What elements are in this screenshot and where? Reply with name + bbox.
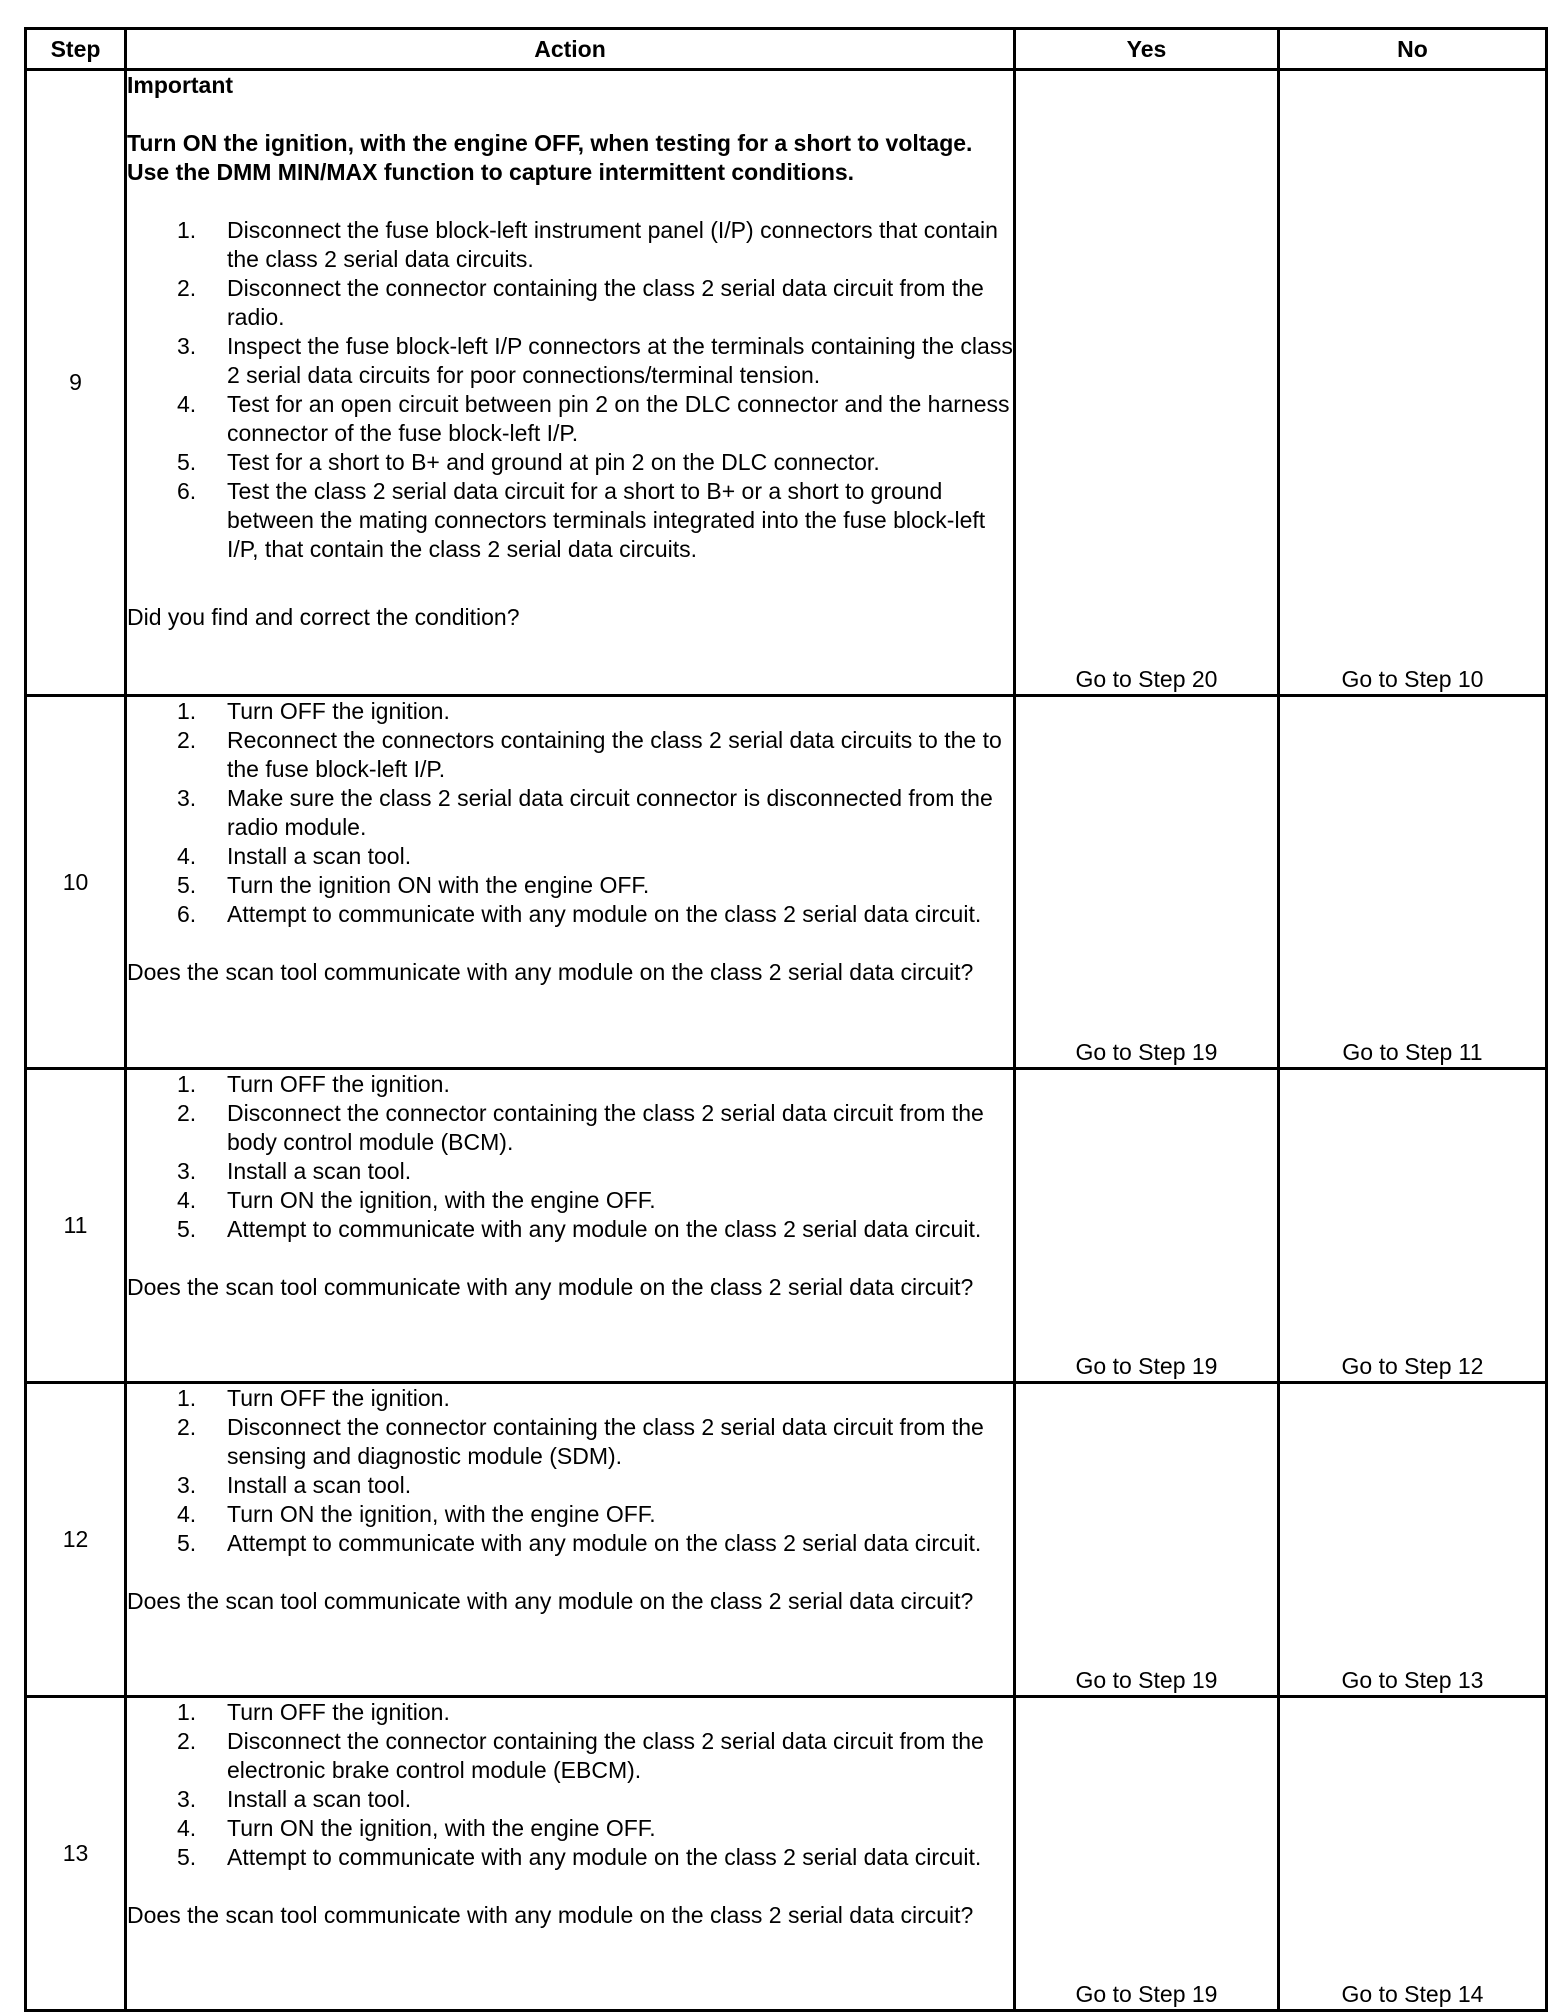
list-item: [127, 697, 1013, 726]
list-item-number: 1.: [177, 217, 197, 243]
list-item: [127, 1157, 1013, 1186]
list-item-text: Test for a short to B+ and ground at pin 2 on the DLC connector.: [227, 449, 880, 475]
list-item-number: 2.: [177, 1100, 197, 1126]
table-row-step-13: [26, 1697, 1547, 2011]
list-item-number: 5.: [177, 1530, 197, 1556]
list-item-text: Inspect the fuse block-left I/P connectors at the terminals containing the class 2 serial data circuits for poor connections/terminal tension.: [227, 333, 1013, 388]
no-result: Go to Step 14: [1279, 1697, 1547, 2011]
list-item: [127, 477, 1013, 564]
list-item: [127, 448, 1013, 477]
list-item: [127, 1727, 1013, 1785]
list-item: [127, 871, 1013, 900]
list-item: [127, 1843, 1013, 1872]
action-cell: [126, 1697, 1015, 2011]
list-item: [127, 1413, 1013, 1471]
list-item-text: Disconnect the connector containing the class 2 serial data circuit from the body control module (BCM).: [227, 1100, 984, 1155]
list-item: [127, 784, 1013, 842]
yes-result: Go to Step 20: [1015, 70, 1279, 696]
list-item-text: Turn ON the ignition, with the engine OFF.: [227, 1501, 656, 1527]
list-item-text: Make sure the class 2 serial data circuit connector is disconnected from the radio module.: [227, 785, 993, 840]
action-cell: [126, 1069, 1015, 1383]
list-item-number: 3.: [177, 785, 197, 811]
list-item-text: Disconnect the fuse block-left instrument panel (I/P) connectors that contain the class 2 serial data circuits.: [227, 217, 998, 272]
list-item: [127, 1384, 1013, 1413]
list-item-number: 5.: [177, 449, 197, 475]
list-item-number: 1.: [177, 1385, 197, 1411]
important-title: Important: [127, 72, 234, 98]
step-number: 11: [26, 1069, 126, 1383]
list-item-number: 2.: [177, 727, 197, 753]
list-item-number: 4.: [177, 1501, 197, 1527]
list-item-text: Turn OFF the ignition.: [227, 1699, 450, 1725]
list-item: [127, 1070, 1013, 1099]
important-text: Turn ON the ignition, with the engine OFF, when testing for a short to voltage. Use the DMM MIN/MAX function to capture intermittent conditions.: [127, 130, 973, 185]
list-item-text: Install a scan tool.: [227, 1158, 412, 1184]
list-item-text: Disconnect the connector containing the class 2 serial data circuit from the sensing and diagnostic module (SDM).: [227, 1414, 984, 1469]
list-item: [127, 1698, 1013, 1727]
list-item-text: Turn OFF the ignition.: [227, 1071, 450, 1097]
question-text: Does the scan tool communicate with any module on the class 2 serial data circuit?: [127, 959, 974, 985]
list-item-text: Turn OFF the ignition.: [227, 1385, 450, 1411]
list-item: [127, 390, 1013, 448]
list-item-text: Install a scan tool.: [227, 843, 412, 869]
list-item: [127, 1785, 1013, 1814]
yes-result: Go to Step 19: [1015, 1383, 1279, 1697]
list-item: [127, 842, 1013, 871]
action-cell: [126, 1383, 1015, 1697]
no-result: Go to Step 10: [1279, 70, 1547, 696]
list-item-text: Turn ON the ignition, with the engine OFF.: [227, 1187, 656, 1213]
list-item-number: 4.: [177, 391, 197, 417]
list-item: [127, 274, 1013, 332]
list-item-number: 1.: [177, 1071, 197, 1097]
list-item-text: Reconnect the connectors containing the class 2 serial data circuits to the to the fuse block-left I/P.: [227, 727, 1002, 782]
list-item: [127, 1186, 1013, 1215]
action-cell: [126, 70, 1015, 696]
header-no: No: [1279, 29, 1547, 70]
no-result: Go to Step 11: [1279, 696, 1547, 1069]
list-item-text: Attempt to communicate with any module on the class 2 serial data circuit.: [227, 1216, 982, 1242]
list-item-number: 2.: [177, 1728, 197, 1754]
list-item-text: Turn OFF the ignition.: [227, 698, 450, 724]
list-item-number: 2.: [177, 1414, 197, 1440]
list-item-text: Disconnect the connector containing the class 2 serial data circuit from the electronic brake control module (EBCM).: [227, 1728, 984, 1783]
list-item-text: Attempt to communicate with any module on the class 2 serial data circuit.: [227, 901, 982, 927]
step-number: 13: [26, 1697, 126, 2011]
header-action: Action: [126, 29, 1015, 70]
step-list: [127, 216, 1013, 564]
step-list: [127, 1384, 1013, 1558]
action-cell: [126, 696, 1015, 1069]
list-item-number: 6.: [177, 478, 197, 504]
no-result: Go to Step 13: [1279, 1383, 1547, 1697]
yes-result: Go to Step 19: [1015, 1069, 1279, 1383]
list-item: [127, 1500, 1013, 1529]
step-list: [127, 697, 1013, 929]
step-number: 10: [26, 696, 126, 1069]
question-text: Does the scan tool communicate with any module on the class 2 serial data circuit?: [127, 1588, 974, 1614]
list-item-number: 3.: [177, 333, 197, 359]
list-item-number: 5.: [177, 1216, 197, 1242]
list-item: [127, 1471, 1013, 1500]
list-item-number: 6.: [177, 901, 197, 927]
diagnostic-table: [24, 27, 1548, 2012]
step-list: [127, 1070, 1013, 1244]
header-step: Step: [26, 29, 126, 70]
table-header-row: [26, 29, 1547, 70]
list-item-number: 4.: [177, 843, 197, 869]
yes-result: Go to Step 19: [1015, 1697, 1279, 2011]
list-item: [127, 726, 1013, 784]
table-row-step-10: [26, 696, 1547, 1069]
list-item-number: 3.: [177, 1786, 197, 1812]
list-item: [127, 332, 1013, 390]
list-item: [127, 1099, 1013, 1157]
no-result: Go to Step 12: [1279, 1069, 1547, 1383]
list-item-number: 1.: [177, 698, 197, 724]
list-item: [127, 1215, 1013, 1244]
list-item-text: Turn ON the ignition, with the engine OFF.: [227, 1815, 656, 1841]
question-text: Did you find and correct the condition?: [127, 604, 520, 630]
list-item: [127, 900, 1013, 929]
question-text: Does the scan tool communicate with any module on the class 2 serial data circuit?: [127, 1274, 974, 1300]
step-number: 12: [26, 1383, 126, 1697]
list-item-number: 5.: [177, 1844, 197, 1870]
list-item-number: 3.: [177, 1472, 197, 1498]
list-item-number: 2.: [177, 275, 197, 301]
header-yes: Yes: [1015, 29, 1279, 70]
table-row-step-12: [26, 1383, 1547, 1697]
step-list: [127, 1698, 1013, 1872]
list-item-text: Install a scan tool.: [227, 1472, 412, 1498]
list-item-text: Test for an open circuit between pin 2 on the DLC connector and the harness connector of the fuse block-left I/P.: [227, 391, 1010, 446]
list-item-number: 3.: [177, 1158, 197, 1184]
list-item-text: Disconnect the connector containing the class 2 serial data circuit from the radio.: [227, 275, 984, 330]
yes-result: Go to Step 19: [1015, 696, 1279, 1069]
list-item-text: Install a scan tool.: [227, 1786, 412, 1812]
step-number: 9: [26, 70, 126, 696]
list-item: [127, 1814, 1013, 1843]
list-item-text: Turn the ignition ON with the engine OFF.: [227, 872, 650, 898]
list-item: [127, 216, 1013, 274]
list-item-number: 4.: [177, 1815, 197, 1841]
list-item-text: Attempt to communicate with any module on the class 2 serial data circuit.: [227, 1844, 982, 1870]
table-row-step-9: [26, 70, 1547, 696]
list-item-number: 5.: [177, 872, 197, 898]
table-row-step-11: [26, 1069, 1547, 1383]
list-item: [127, 1529, 1013, 1558]
list-item-number: 4.: [177, 1187, 197, 1213]
list-item-text: Attempt to communicate with any module on the class 2 serial data circuit.: [227, 1530, 982, 1556]
list-item-number: 1.: [177, 1699, 197, 1725]
question-text: Does the scan tool communicate with any module on the class 2 serial data circuit?: [127, 1902, 974, 1928]
list-item-text: Test the class 2 serial data circuit for a short to B+ or a short to ground between the mating connectors terminals integrated into the fuse block-left I/P, that contain the class 2 serial data circuits.: [227, 478, 986, 562]
